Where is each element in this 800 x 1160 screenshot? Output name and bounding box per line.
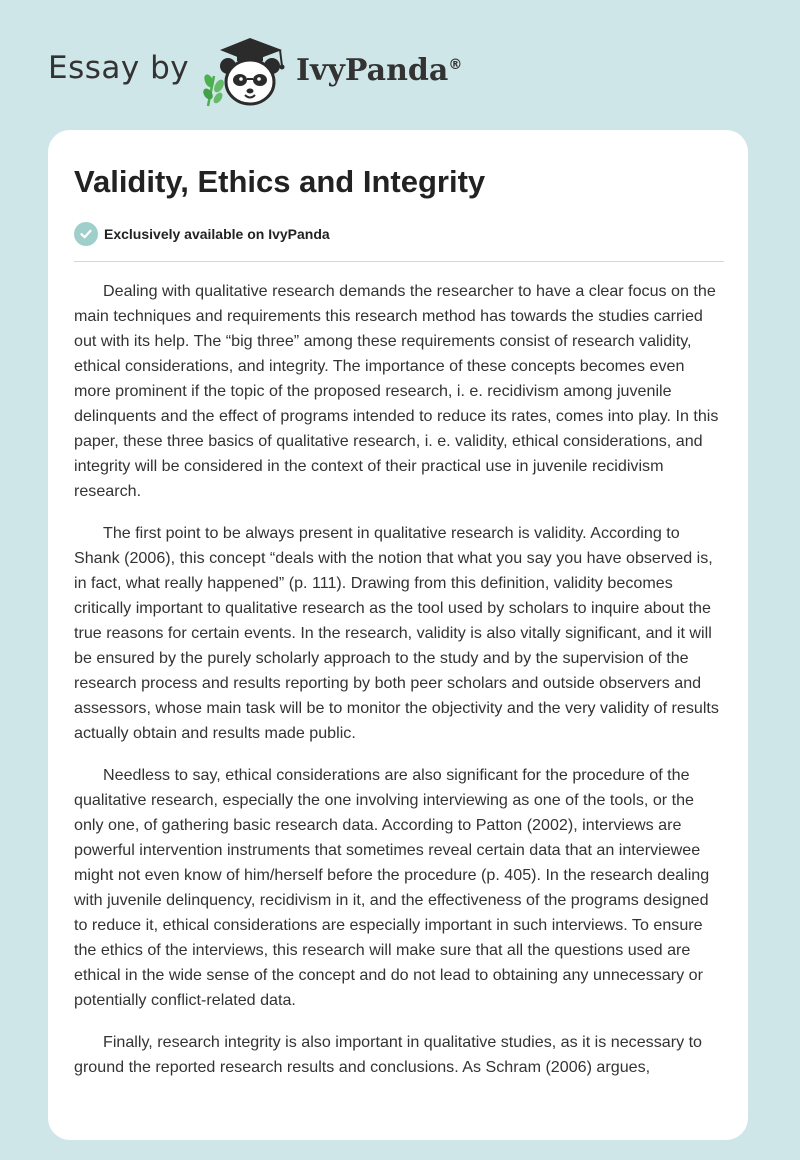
exclusive-badge bbox=[74, 222, 330, 246]
paragraph: Dealing with qualitative research demands the researcher to have a clear focus on the main techniques and requirements this research method has towards the studies carried out with its help. The “big three” among these requirements consist of research validity, ethical considerations, and integrity. The importance of these concepts becomes even more prominent if the topic of the proposed research, i. e. recidivism among juvenile delinquents and the effect of programs intended to reduce its rates, comes into play. In this paper, these three basics of qualitative research, i. e. validity, ethical considerations, and integrity will be considered in the context of their practical use in juvenile recidivism research. bbox=[74, 282, 719, 500]
registered-mark: ® bbox=[448, 57, 463, 73]
paragraph: Needless to say, ethical considerations are also significant for the procedure of the qualitative research, especially the one involving interviewing as one of the tools, or the only one, of gathering basic research data. According to Patton (2002), interviews are powerful intervention instruments that sometimes reveal certain data that an interviewee might not even know of him/herself before the procedure (p. 405). In the research dealing with juvenile delinquency, recidivism in it, and the effectiveness of the programs designed to reduce it, ethical considerations are especially important in such interviews. To ensure the ethics of the interviews, this research will make sure that all the questions used are ethical in the wide sense of the concept and do not lead to obtaining any unnecessary or potentially conflict-related data. bbox=[74, 766, 710, 1009]
exclusive-badge-label: Exclusively available on IvyPanda bbox=[104, 226, 330, 242]
site-header bbox=[0, 0, 800, 128]
panda-logo-icon[interactable] bbox=[200, 36, 294, 108]
brand-name[interactable] bbox=[296, 53, 462, 88]
paragraph: The first point to be always present in qualitative research is validity. According to Shank (2006), this concept “deals with the notion that what you say you have observed is, in fact, what really happened” (p. 111). Drawing from this definition, validity becomes critically important to qualitative research as the tool used by scholars to inquire about the true reasons for certain events. In the research, validity is also vitally significant, and it will be ensured by the purely scholarly approach to the study and by the supervision of the research process and results reporting by both peer scholars and outside observers and assessors, whose main task will be to monitor the objectivity and the very validity of results actually obtain and results made public. bbox=[74, 524, 719, 742]
essay-by-label: Essay by bbox=[48, 50, 190, 86]
paragraph: Finally, research integrity is also important in qualitative studies, as it is necessary to ground the reported research results and conclusions. As Schram (2006) argues, bbox=[74, 1033, 703, 1076]
article-card bbox=[48, 130, 748, 1140]
divider bbox=[74, 261, 724, 262]
check-icon bbox=[74, 222, 98, 246]
article-body bbox=[74, 279, 724, 1097]
brand-name-text: IvyPanda bbox=[296, 53, 449, 88]
leaf-icon bbox=[201, 73, 226, 106]
page-title: Validity, Ethics and Integrity bbox=[74, 164, 486, 199]
